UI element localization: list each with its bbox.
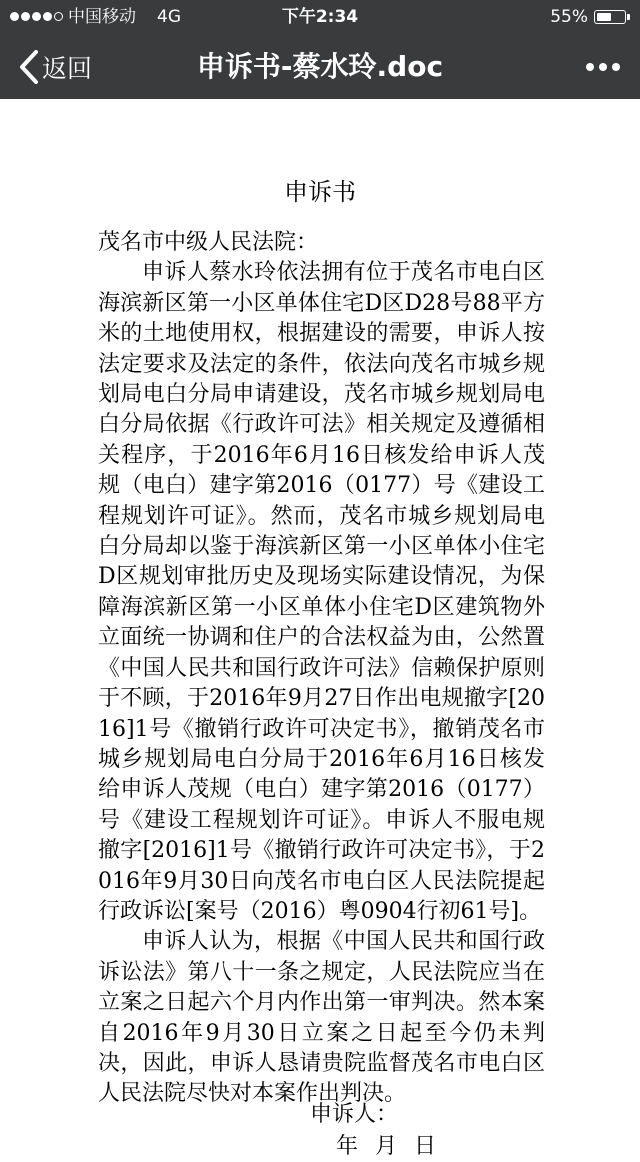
app-header	[0, 0, 640, 99]
battery-percent: 55%	[550, 7, 588, 27]
document-paragraph: 申诉人蔡水玲依法拥有位于茂名市电白区海滨新区第一小区单体住宅D区D28号88平方米的土地使用权，根据建设的需要，申诉人按法定要求及法定的条件，依法向茂名市城乡规划局电白分局申请建设，茂名市城乡规划局电白分局依据《行政许可法》相关规定及遵循相关程序，于2016年6月16日核发给申诉人茂规（电白）建字第2016（0177）号《建设工程规划许可证》。然而，茂名市城乡规划局电白分局却以鉴于海滨新区第一小区单体小住宅D区规划审批历史及现场实际建设情况，为保障海滨新区第一小区单体小住宅D区建筑物外立面统一协调和住户的合法权益为由，公然置《中国人民共和国行政许可法》信赖保护原则于不顾，于2016年9月27日作出电规撤字[2016]1号《撤销行政许可决定书》，撤销茂名市城乡规划局电白分局于2016年6月16日核发给申诉人茂规（电白）建字第2016（0177）号《建设工程规划许可证》。申诉人不服电规撤字[2016]1号《撤销行政许可决定书》，于2016年9月30日向茂名市电白区人民法院提起行政诉讼[案号（2016）粤0904行初61号]。	[98, 260, 545, 924]
chevron-left-icon	[18, 49, 40, 85]
network-type: 4G	[157, 7, 181, 27]
carrier-name: 中国移动	[68, 7, 136, 27]
status-bar	[0, 0, 640, 34]
date-line: 年 月 日	[336, 1134, 436, 1159]
document-salutation: 茂名市中级人民法院：	[98, 230, 319, 255]
document-filename-title: 申诉书-蔡水玲.doc	[196, 50, 444, 83]
status-time: 下午2:34	[281, 7, 359, 27]
document-viewer[interactable]	[0, 99, 640, 1159]
back-button[interactable]	[18, 34, 92, 99]
document-body	[98, 228, 545, 1110]
navigation-bar	[0, 34, 640, 99]
more-dots-icon	[586, 63, 594, 71]
more-options-button[interactable]	[586, 34, 620, 99]
document-title: 申诉书	[284, 178, 356, 206]
signature-label: 申诉人：	[310, 1102, 399, 1127]
document-paragraph: 申诉人认为，根据《中国人民共和国行政诉讼法》第八十一条之规定，人民法院应当在立案之日起六个月内作出第一审判决。然本案自2016年9月30日立案之日起至今仍未判决，因此，申诉人恳请贵院监督茂名市电白区人民法院尽快对本案作出判决。	[98, 929, 545, 1107]
battery-icon	[594, 10, 626, 24]
battery-level-fill	[597, 13, 611, 21]
back-label: 返回	[42, 53, 93, 83]
